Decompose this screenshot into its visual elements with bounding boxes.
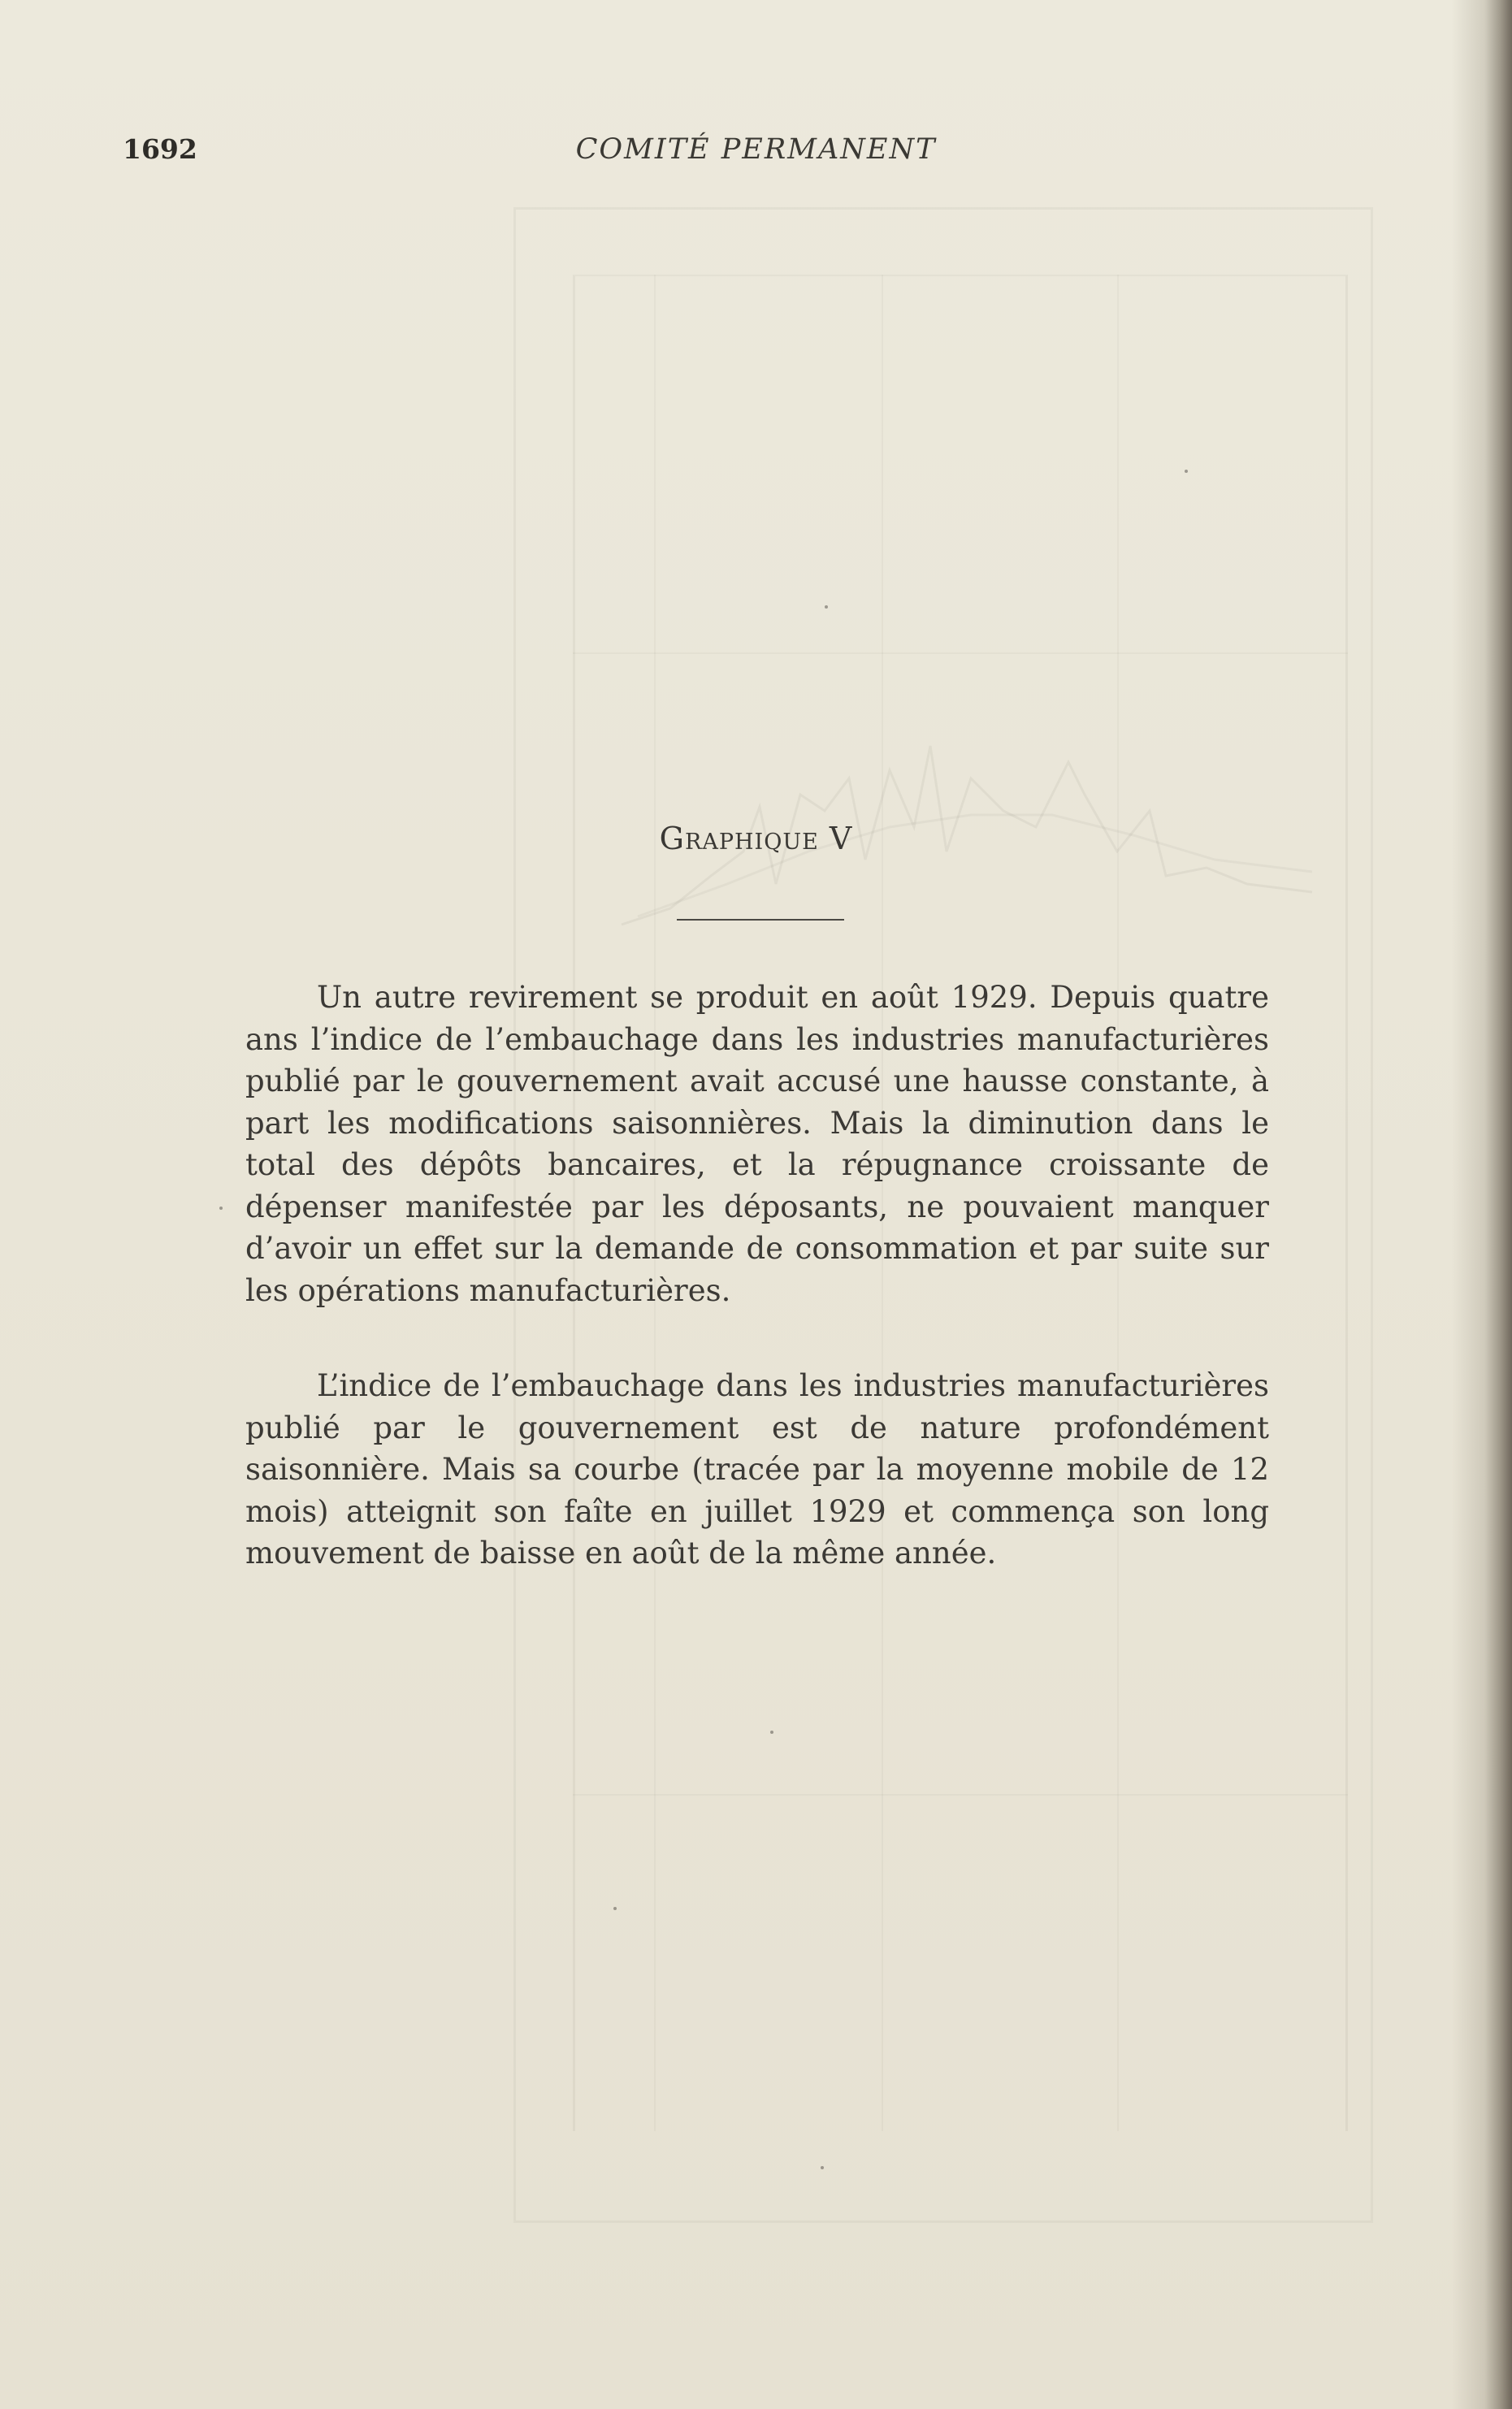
body-paragraph: Un autre revirement se produit en août 1929. Depuis quatre ans l’indice de l’embauchage dans les industries manufacturières publié par le gouvernement avait accusé une hausse constante, à part les modifications saisonnières. Mais la diminution dans le total des dépôts bancaires, et la répugnance croissante de dépenser manifestée par les déposants, ne pouvaient manquer d’avoir un effet sur la demande de consommation et par suite sur les opérations manufacturières. [245, 980, 1269, 1308]
paper-speck [770, 1731, 773, 1734]
paper-speck [219, 1207, 223, 1210]
page-number: 1692 [123, 133, 197, 165]
journal-title: COMITÉ PERMANENT [575, 133, 937, 166]
heading-rule [677, 919, 844, 921]
paper-speck [821, 2166, 824, 2169]
paper-speck [613, 1907, 617, 1910]
show-through-gridline [573, 1794, 1348, 1796]
body-paragraph: L’indice de l’embauchage dans les industries manufacturières publié par le gouvernement est de nature profondément saisonnière. Mais sa courbe (tracée par la moyenne mobile de 12 mois) atteignit son faîte en juillet 1929 et commença son long mouvement de baisse en août de la même année. [245, 1368, 1269, 1571]
show-through-gridline [573, 652, 1348, 654]
paper-speck [1185, 470, 1188, 473]
paper-speck [825, 605, 828, 609]
section-heading: Graphique V [659, 821, 853, 856]
running-head [0, 130, 1512, 171]
